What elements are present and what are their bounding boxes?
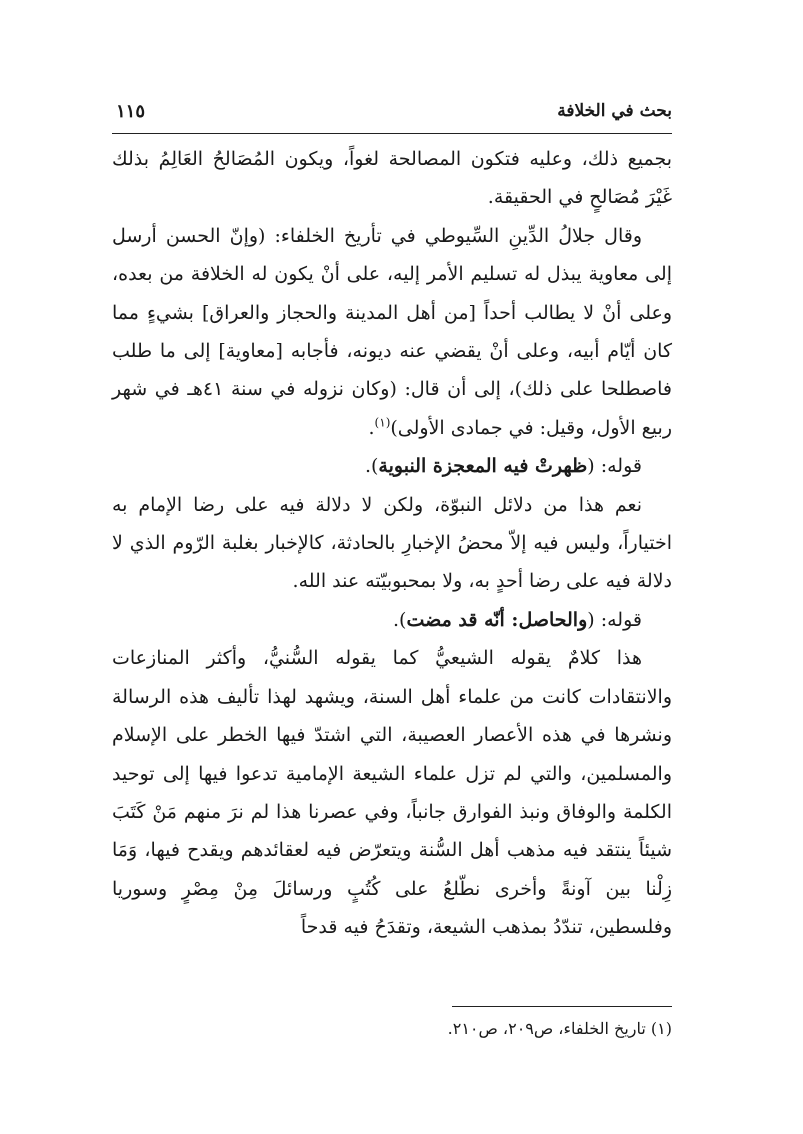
paragraph-continuation: بجميع ذلك، وعليه فتكون المصالحة لغواً، ويكون المُصَالحُ العَالِمُ بذلك غَيْرَ مُصَالحٍ في الحقيقة. (112, 148, 672, 209)
page-number: ١١٥ (116, 101, 146, 122)
paragraph-quote-heading-2: قوله: (والحاصل: أنّه قد مضت). (393, 608, 642, 631)
paragraph-commentary: هذا كلامٌ يقوله الشيعيُّ كما يقوله السُّنيُّ، وأكثر المنازعات والانتقادات كانت من علماء أهل السنة، ويشهد لهذا تأليف هذه الرسالة ونشرها في هذه الأعصار العصيبة، التي اشتدّ فيها الخطر على الإسلام والمسلمين، والتي لم تزل علماء الشيعة الإمامية تدعوا فيها إلى توحيد الكلمة والوفاق ونبذ الفوارق جانباً، وفي عصرنا هذا لم نرَ منهم مَنْ كَتَبَ شيئاً ينتقد فيه مذهب أهل السُّنة ويتعرّض فيه لعقائدهم ويقدح فيها، وَمَا زِلْنا بين آونةً وأخرى نطّلعُ على كُتُبٍ ورسائلَ مِنْ مِصْرٍ وسوريا وفلسطين، تندّدُ بمذهب الشيعة، وتقدَحُ فيه قدحاً (112, 647, 672, 939)
quoted-phrase: والحاصل: أنّه قد مضت (406, 608, 588, 631)
header-divider (112, 133, 672, 134)
footnote: (١) تاريخ الخلفاء، ص٢٠٩، ص٢١٠. (447, 1019, 672, 1038)
paragraph-prophecy-comment: نعم هذا من دلائل النبوّة، ولكن لا دلالة فيه على رضا الإمام به اختياراً، وليس فيه إلاّ محضُ الإخبارِ بالحادثة، كالإخبار بغلبة الرّوم الذي لا دلالة فيه على رضا أحدٍ به، ولا بمحبوبيّته عند الله. (112, 493, 672, 593)
running-header-title: بحث في الخلافة (557, 101, 672, 121)
paragraph-quote-heading-1: قوله: (ظهرتْ فيه المعجزة النبوية). (364, 455, 642, 478)
paragraph-suyuti-quote: وقال جلالُ الدِّينِ السِّيوطي في تأريخ الخلفاء: (وإنّ الحسن أرسل إلى معاوية يبذل له تسليم الأمر إليه، على أنْ يكون له الخلافة من بعده، وعلى أنْ لا يطالب أحداً [من أهل المدينة والحجاز والعراق] بشيءٍ مما كان أيّام أبيه، وعلى أنْ يقضي عنه ديونه، فأجابه [معاوية] إلى ما طلب فاصطلحا على ذلك)، إلى أن قال: (وكان نزوله في سنة ٤١هـ في شهر ربيع الأول، وقيل: في جمادى الأولى)$^{(١)}$. (112, 224, 672, 439)
running-header (112, 95, 672, 135)
quoted-phrase: ظهرتْ فيه المعجزة النبوية (378, 455, 588, 478)
footnote-divider (452, 1006, 672, 1007)
body-text (112, 140, 672, 947)
footnote-marker[interactable]: (١) (374, 415, 391, 430)
